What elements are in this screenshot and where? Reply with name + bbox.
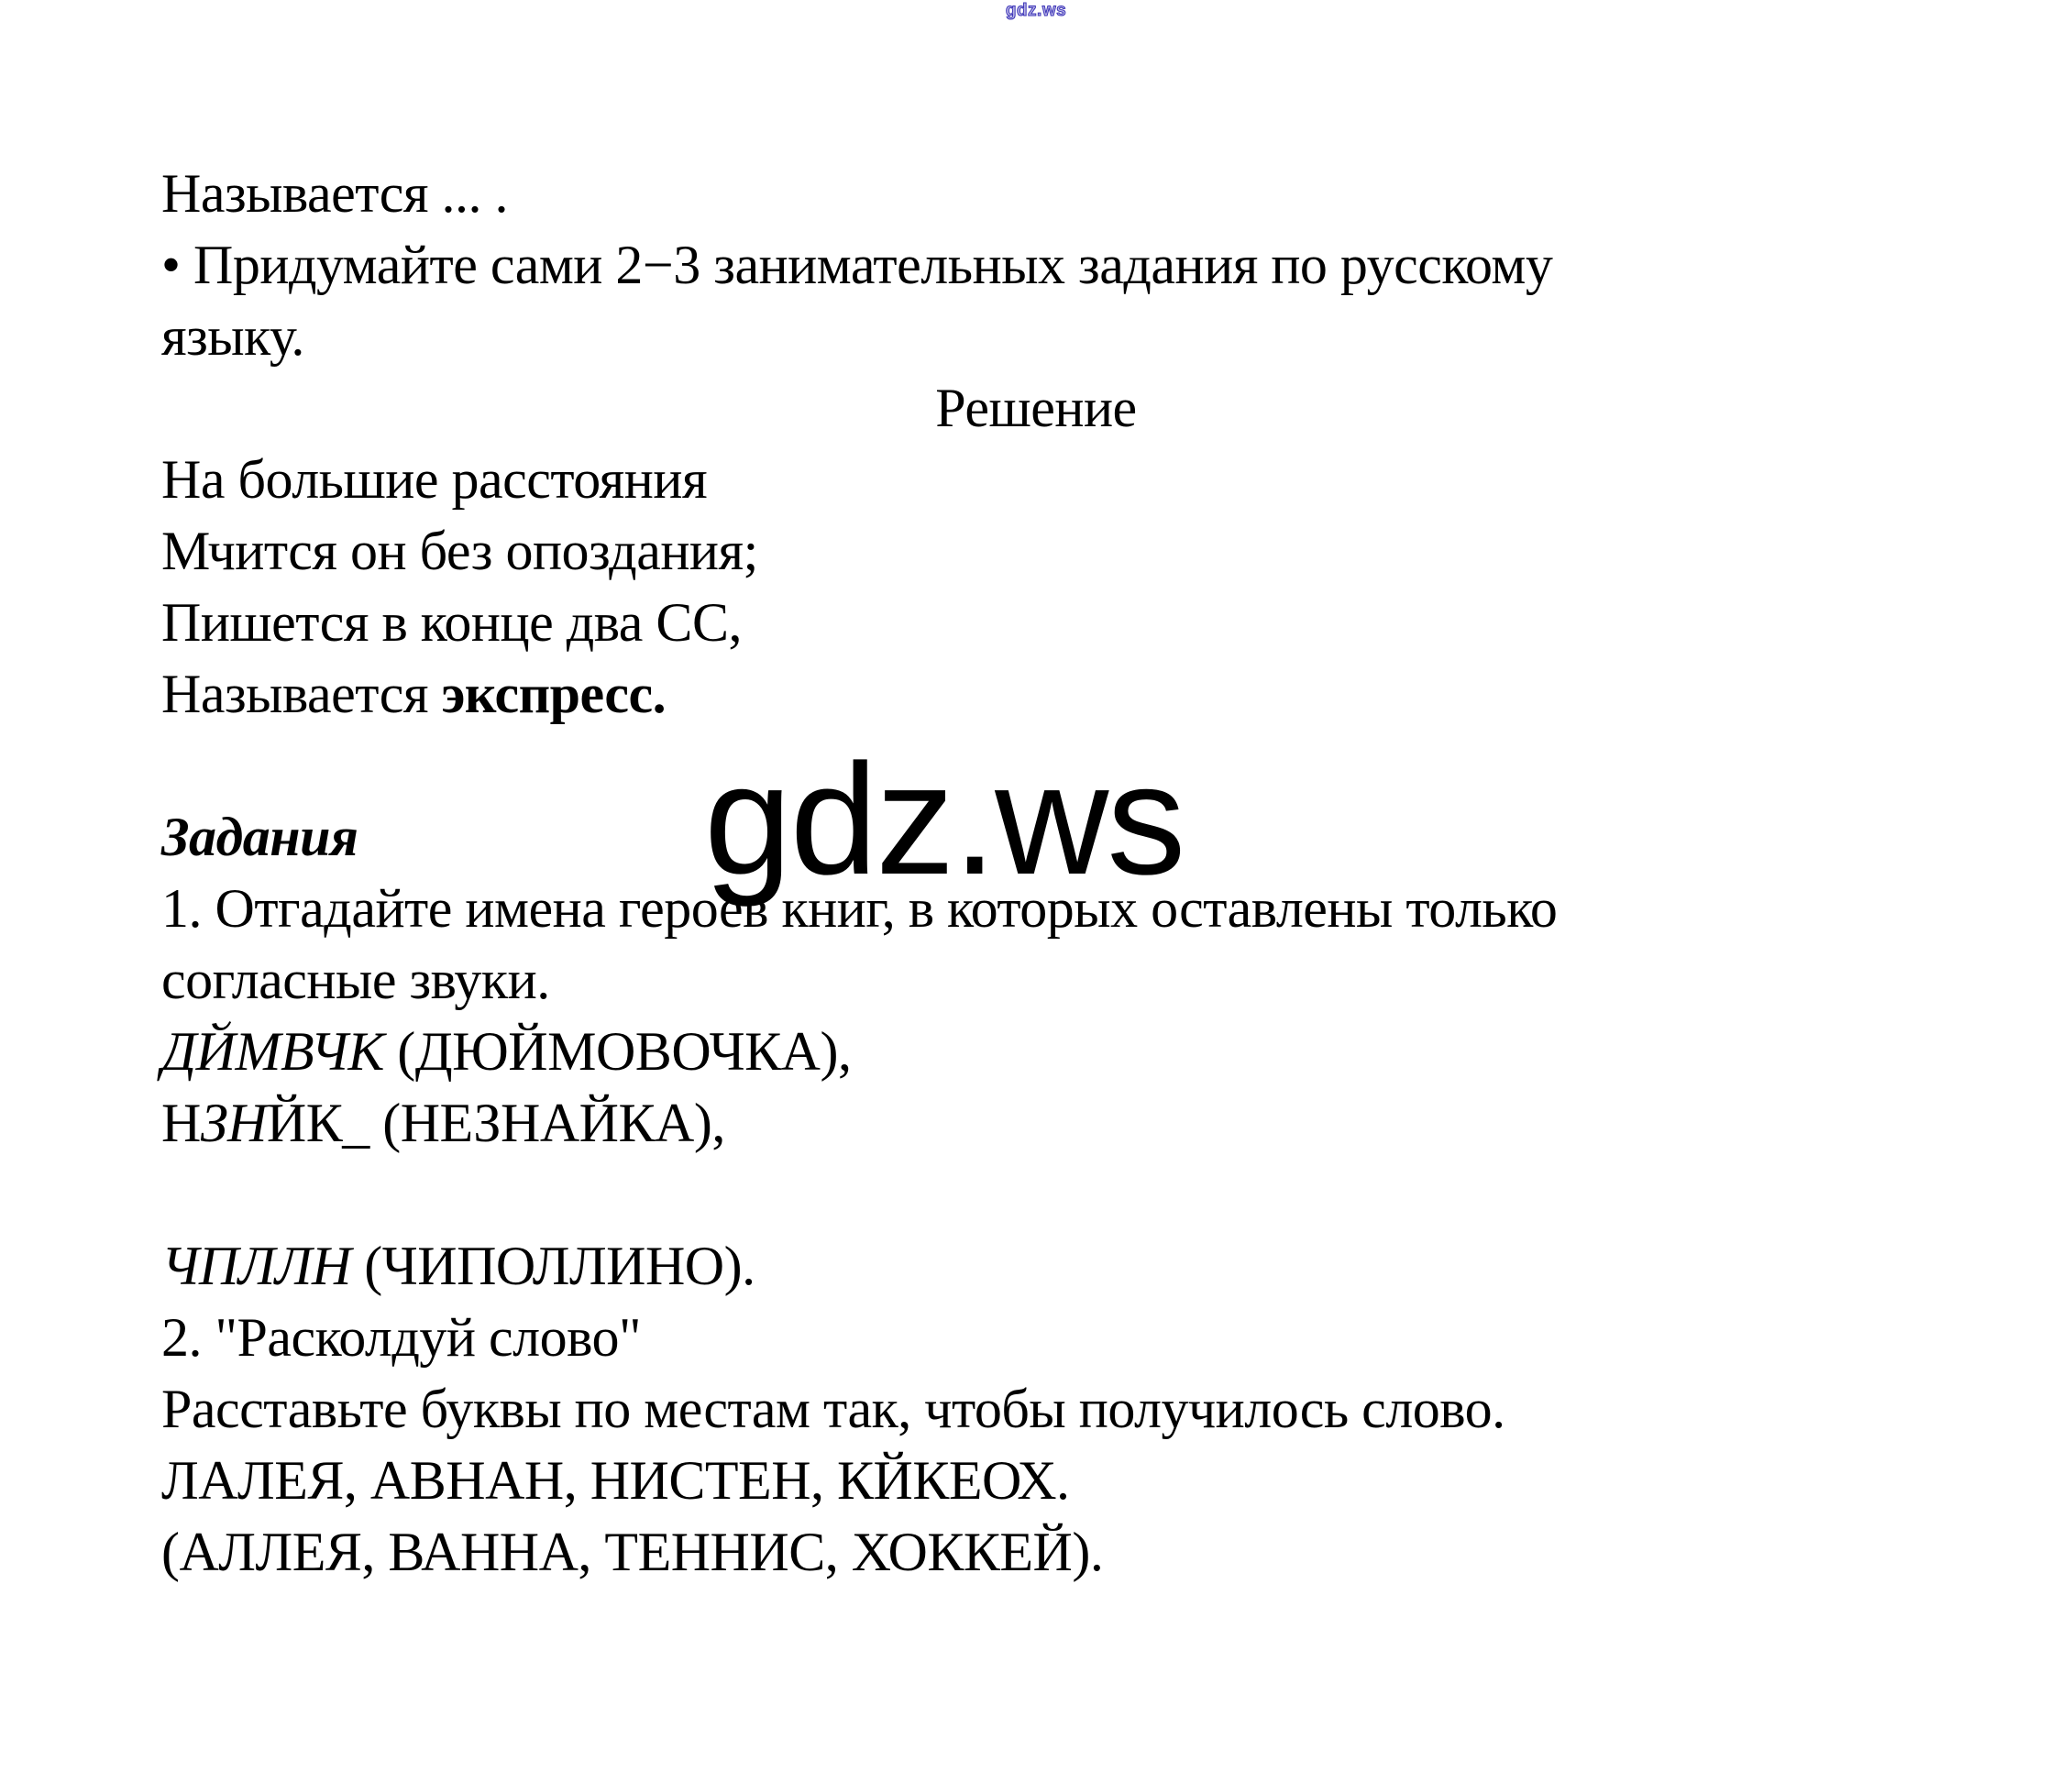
line-neznajka bbox=[161, 1087, 1911, 1159]
text-segment: 2. "Расколдуй слово" bbox=[161, 1307, 641, 1368]
text-segment: 1. Отгадайте имена героев книг, в которых оставлены только bbox=[161, 878, 1558, 939]
line-chipollino bbox=[161, 1230, 1911, 1302]
watermark-center: gdz.ws bbox=[704, 732, 1185, 908]
line-task2-b bbox=[161, 1373, 1911, 1445]
heading-reshenie bbox=[161, 372, 1911, 444]
line-task1-b bbox=[161, 944, 1911, 1016]
line-poem-1 bbox=[161, 444, 1911, 515]
text-segment: языку. bbox=[161, 306, 304, 367]
line-poem-3 bbox=[161, 587, 1911, 658]
text-segment: Задания bbox=[161, 807, 358, 867]
heading-zadaniya bbox=[161, 801, 1911, 873]
text-segment: (АЛЛЕЯ, ВАННА, ТЕННИС, ХОККЕЙ). bbox=[161, 1522, 1104, 1582]
text-segment: Называется ... . bbox=[161, 163, 508, 224]
document-text-block bbox=[161, 158, 1911, 1588]
text-segment: Пишется в конце два СС, bbox=[161, 592, 742, 653]
text-segment: ЧПЛЛН bbox=[161, 1236, 351, 1296]
text-segment: • Придумайте сами 2−3 занимательных задания по русскому bbox=[161, 235, 1553, 295]
line-scrambled-words bbox=[161, 1445, 1911, 1516]
text-segment: Н bbox=[161, 1093, 201, 1153]
line-poem-4 bbox=[161, 658, 1911, 730]
line-dyujmovochka bbox=[161, 1016, 1911, 1087]
text-segment: (ЧИПОЛЛИНО). bbox=[350, 1236, 755, 1296]
line-nazyvaetsya bbox=[161, 158, 1911, 229]
watermark-top: gdz.ws bbox=[1005, 1, 1067, 20]
text-segment: экспресс. bbox=[441, 664, 667, 724]
text-segment: (ДЮЙМОВОЧКА), bbox=[383, 1021, 852, 1082]
text-segment: На большие расстояния bbox=[161, 449, 708, 510]
line-yazyku bbox=[161, 301, 1911, 372]
text-segment: согласные звуки. bbox=[161, 950, 550, 1010]
text-segment: ЙК_ (НЕЗНАЙКА), bbox=[266, 1093, 725, 1153]
line-answer-words bbox=[161, 1516, 1911, 1588]
text-segment: ДЙМВЧК bbox=[161, 1021, 384, 1082]
line-pridumajte bbox=[161, 229, 1911, 301]
text-segment: Решение bbox=[935, 378, 1137, 438]
text-segment: ЗН bbox=[200, 1093, 267, 1153]
text-segment: Мчится он без опоздания; bbox=[161, 521, 758, 581]
line-task2-a bbox=[161, 1302, 1911, 1373]
text-segment: Расставьте буквы по местам так, чтобы получилось слово. bbox=[161, 1379, 1505, 1439]
line-poem-2 bbox=[161, 515, 1911, 587]
text-segment: Называется bbox=[161, 664, 442, 724]
text-segment: ЛАЛЕЯ, АВНАН, НИСТЕН, КЙКЕОХ. bbox=[161, 1450, 1070, 1511]
line-blank-1 bbox=[161, 730, 1911, 801]
line-blank-2 bbox=[161, 1159, 1911, 1230]
line-task1-a bbox=[161, 873, 1911, 944]
